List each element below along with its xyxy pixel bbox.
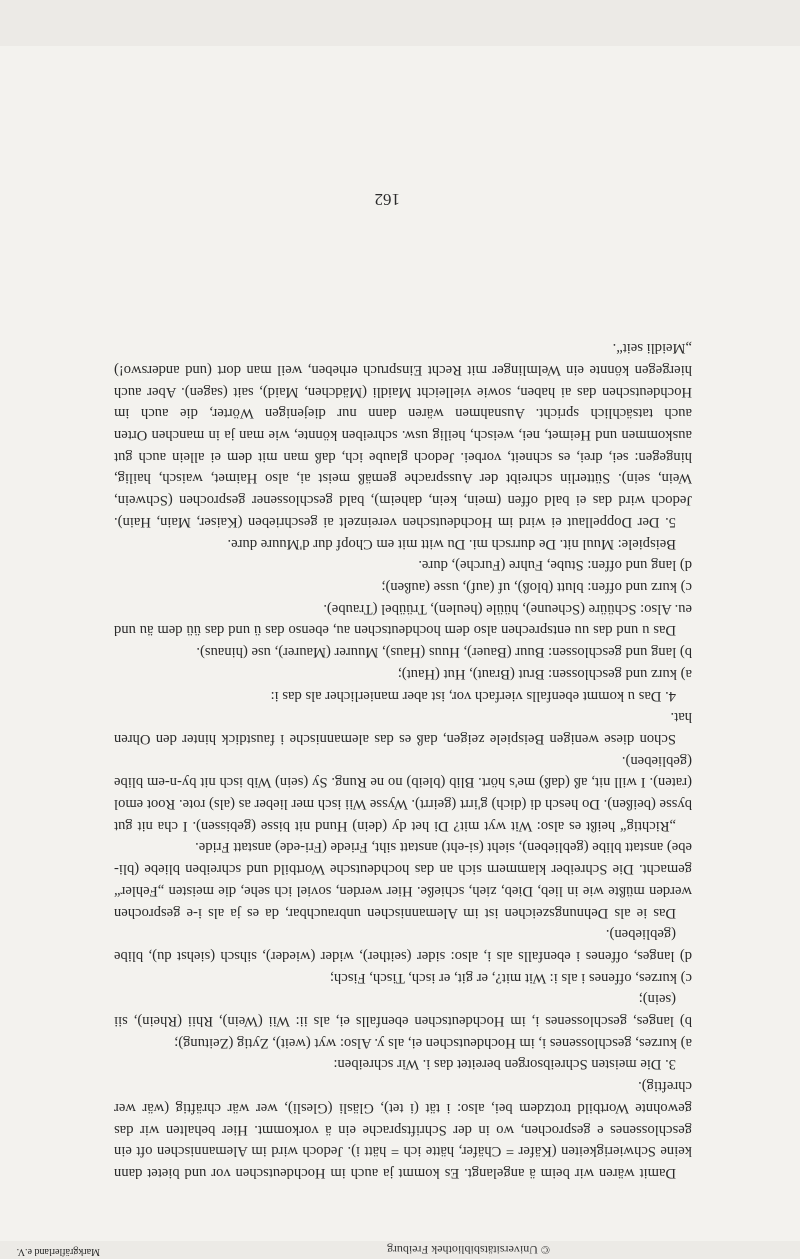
paragraph: „Richtig“ heißt es also: Wit wyt mit? Di het dy (dein) Hund nit bisse (gebissen). I cha nit gut bysse (beißen). Do hesch di (dich) g'irrt (geirrt). Wysse Wii isch mer lieber as (als) rote. Root emol (raten). I will nit, aß (daß) me's hört. Blib (bleib) no ne Rung. Sy (sein) Wib isch nit by-n-em blibe (geblieben).	[114, 752, 692, 834]
paragraph: 5. Der Doppellaut ei wird im Hochdeutschen vereinzelt ai geschrieben (Kaiser, Main, Hain). Jedoch wird das ei bald offen (mein, kein, daheim), bald geschlossener gesprochen (Schwein, Wein, sein). Sütterlin schreibt der Aussprache gemäß meist ai, also Haimet, waisch, hailig, hingegen: sei, drei, es schneit, vorbei. Jedoch glaube ich, daß man mit dem ei allein auch gut auskommen und Heimet, nei, weisch, heilig usw. schreiben könnte, wie man ja in manchen Orten auch tatsächlich spricht. Ausnahmen wären dann nur diejenigen Wörter, die auch im Hochdeutschen das ai haben, sowie vielleicht Maidli (Mädchen, Maid), sait (sagen). Aber auch hiergegen könnte ein Welmlinger mit Recht Einspruch erheben, weil man dort (und anderswo!) „Meidli seit“.	[114, 340, 692, 530]
paragraph: c) kurz und offen: blutt (bloß), uf (auf), usse (außen);	[381, 579, 692, 596]
paragraph: Beispiele: Muul nit. De durrsch mi. Du witt mit em Chopf dur d'Muure dure.	[227, 535, 676, 552]
paragraph: d) langes, offenes i ebenfalls als i, also: sider (seither), wider (wieder), sihsch (siehst du), blibe (geblieben).	[114, 926, 692, 964]
page-body-text	[114, 337, 692, 1183]
paragraph: Schon diese wenigen Beispiele zeigen, daß es das alemannische i faustdick hinter den Ohren hat.	[114, 709, 692, 747]
paragraph: a) kurzes, geschlossenes i, im Hochdeutschen ei, als y. Also: wyt (weit), Zytig (Zeitung);	[174, 1034, 692, 1051]
paragraph: Das ie als Dehnungszeichen ist im Alemannischen unbrauchbar, da es ja als i-e gesprochen werden müßte wie in lieb, Dieb, zieh, schieße. Hier werden, soviel ich sehe, die meisten „Fehler“ gemacht. Die Schreiber klammern sich an das hochdeutsche Wortbild und schreiben bliebe (bli-ebe) anstatt blibe (geblieben), sieht (si-eht) anstatt siht, Friede (Fri-ede) anstatt Fride.	[114, 839, 692, 921]
paragraph: 4. Das u kommt ebenfalls vierfach vor, ist aber manierlicher als das i:	[270, 687, 676, 704]
page-number: 162	[374, 190, 400, 209]
paragraph: c) kurzes, offenes i als i: Wit mit?, er git, er isch, Tisch, Fisch;	[329, 969, 692, 986]
top-credit: © Universitätsbibliothek Freiburg	[387, 1243, 550, 1257]
top-society: Markgräflerland e.V.	[16, 1246, 100, 1257]
paragraph: b) langes, geschlossenes i, im Hochdeutschen ebenfalls ei, als ii: Wii (Wein), Rhii (Rhein), sii (sein);	[114, 991, 692, 1030]
paragraph: a) kurz und geschlossen: Brut (Braut), Hut (Haut);	[397, 665, 692, 682]
paragraph: Das u und das uu entsprechen also dem hochdeutschen au, ebenso das ü und das üü dem äu und eu. Also: Schüüre (Scheune), hüüle (heulen), Trüübel (Traube).	[114, 600, 692, 639]
paragraph: 3. Die meisten Schreibsorgen bereitet das i. Wir schreiben:	[333, 1056, 676, 1073]
top-edge-band	[0, 1241, 800, 1259]
paragraph: b) lang und geschlossen: Buur (Bauer), Huus (Haus), Muurer (Maurer), use (hinaus).	[196, 644, 692, 661]
paragraph: Damit wären wir beim ä angelangt. Es kommt ja auch im Hochdeutschen vor und bietet dann keine Schwierigkeiten (Käfer = Chäfer, hätte ich = hätt i). Jedoch wird im Alemannischen oft ein geschlossenes e gesprochen, wo in der Schriftsprache ein ä vorkommt. Hier behalten wir das gewohnte Wortbild trotzdem bei, also: i tät (i tet), Gläsli (Glesli), wer wär chräftig (wär wer chreftig).	[114, 1078, 692, 1181]
footer-band	[0, 0, 800, 46]
paragraph: d) lang und offen: Stube, Fuhre (Furche), dure.	[418, 557, 692, 574]
